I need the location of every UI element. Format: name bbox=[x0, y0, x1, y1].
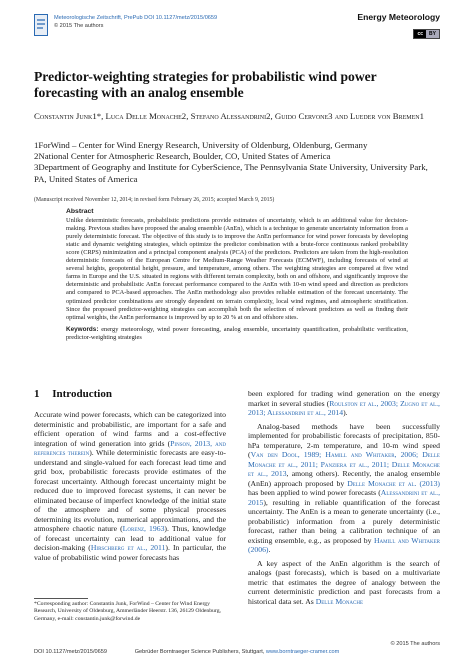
affiliation-2: 2National Center for Atmospheric Research, Boulder, CO, United States of America bbox=[34, 151, 331, 162]
header-journal bbox=[357, 12, 440, 40]
abstract-text: Unlike deterministic forecasts, probabilistic predictions provide estimates of uncertainty, which is an additional value for decision-making. Previous studies have proposed the analog ensemble (AnEn), which is a technique to generate uncertainty information from a purely deterministic forecast. The objective of this study is to improve the AnEn performance for wind power forecasts by developing static and dynamic weighting strategies, which optimize the predictor combination with a brute-force continuous ranked probability score (CRPS) minimization and a principal component analysis (PCA) of the predictors. Predictors are taken from the high-resolution deterministic forecasts of the European Centre for Medium-Range Weather Forecasts (ECMWF), including forecasts of wind at several heights, geopotential height, pressure, and temperature, among others. The weighting strategies are compared at five wind farms in Europe and the U.S. situated in regions with different terrain complexity, both on and offshore, and significantly improve the deterministic and probabilistic AnEn forecast performance compared to the AnEn with 10-m wind speed and direction as predictors and compared to PCA-based approaches. The AnEn methodology also provides reliable estimation of the forecast uncertainty. The optimized predictor combinations are strongly dependent on terrain complexity, local wind regimes, and atmospheric stratification. Since the proposed predictor-weighting strategies can accomplish both the selection of relevant predictors as well as finding their optimal weights, the AnEn performance is improved by up to 20 % at on and offshore sites. bbox=[66, 217, 408, 321]
right-column bbox=[248, 389, 440, 610]
citation-link[interactable]: Van den Dool, 1989; Hamill and Whitaker, 2006; Delle Monache et al., 2011; Panziera et al., 2011; Delle Monache et al., 2013 bbox=[248, 450, 440, 478]
keywords bbox=[66, 326, 408, 342]
intro-paragraph-1: Accurate wind power forecasts, which can be categorized into deterministic and probabilistic, are important for a safe and efficient operation of wind farms and a cost-effective integration of wind generation into grids (Pinson, 2013, and references therein). While deterministic forecasts are easy-to-understand and single-valued for each forecast lead time and grid box, probabilistic forecasts provide estimates of the forecast uncertainty. Although forecast uncertainty might be reduced due to improved forecast systems, it can never be eliminated because of imperfect knowledge of the initial state of the atmosphere and of some physical processes determining its evolution, numerical approximations, and the atmosphere chaotic nature (Lorenz, 1963). Thus, knowledge of forecast uncertainty can lead to additional value for decision-making (Hirschberg et al., 2011). In particular, the value of probabilistic wind power forecasts has bbox=[34, 410, 227, 562]
header-copyright: © 2015 The authors bbox=[54, 23, 104, 29]
section-title: Introduction bbox=[52, 388, 112, 400]
affiliation-1: 1ForWind – Center for Wind Energy Research, University of Oldenburg, Oldenburg, Germany bbox=[34, 140, 368, 150]
header-citation bbox=[54, 14, 217, 30]
citation-link[interactable]: Lorenz, 1963 bbox=[122, 524, 165, 533]
publisher-link[interactable]: www.borntraeger-cramer.com bbox=[265, 649, 340, 655]
citation-link[interactable]: Hamill and Whitaker (2006) bbox=[248, 535, 441, 554]
section-heading bbox=[34, 388, 112, 400]
citation-link[interactable]: Roulston et al., 2003; Zugno et al., 2013; Alessandrini et al., 2014 bbox=[248, 398, 440, 417]
keywords-text: energy meteorology, wind power forecasting, analog ensemble, uncertainty quantification, probabilistic verification, predictor-weighting strategies bbox=[66, 325, 408, 341]
corresponding-author-footnote: *Corresponding author: Constantin Junk, ForWind – Center for Wind Energy Research, University of Oldenburg, Ammerländer Heerstr. 136, 26129 Oldenburg, Germany, e-mail: constantin.junk@forwind.de bbox=[34, 601, 221, 622]
intro-paragraph-1-cont: been explored for trading wind generation on the energy market in several studies (Roulston et al., 2003; Zugno et al., 2013; Alessandrini et al., 2014). bbox=[248, 389, 440, 417]
manuscript-dates: (Manuscript received November 12, 2014; in revised form February 26, 2015; accepted March 9, 2015) bbox=[34, 197, 275, 203]
intro-paragraph-2: Analog-based methods have been successfully implemented for probabilistic forecasts of precipitation, 850-hPa temperature, 2-m temperature, and 10-m wind speed (Van den Dool, 1989; Hamill and Whitaker, 2006; Delle Monache et al., 2011; Panziera et al., 2011; Delle Monache et al., 2013, among others). Recently, the analog ensemble (AnEn) approach proposed by Delle Monache et al. (2013) has been applied to wind power forecasts (Alessandrini et al., 2015), resulting in reliable quantification of the forecast uncertainty. The AnEn is a mean to generate uncertainty (i.e., probabilistic) information from a purely deterministic forecast, rather than being a calibration technique of an existing ensemble, e.g., as proposed by Hamill and Whitaker (2006). bbox=[248, 421, 441, 554]
journal-logo-icon bbox=[34, 14, 48, 36]
page-footer bbox=[34, 641, 440, 662]
cc-icon: cc bbox=[414, 30, 426, 38]
footnote-rule bbox=[34, 598, 88, 599]
citation-link[interactable]: Pinson, 2013, and references therein bbox=[34, 438, 227, 457]
author-list: Constantin Junk1*, Luca Delle Monache2, Stefano Alessandrini2, Guido Cervone3 and Lueder von Bremen1 bbox=[34, 111, 425, 121]
abstract-heading: Abstract bbox=[66, 208, 94, 215]
citation-link[interactable]: Delle Monache bbox=[315, 596, 364, 606]
by-icon: BY bbox=[426, 30, 439, 38]
footer-doi: DOI 10.1127/metz/2015/0659 bbox=[34, 649, 107, 655]
affiliation-3: 3Department of Geography and Institute for CyberScience, The Pennsylvania State University, University Park, PA, United States of America bbox=[34, 162, 428, 184]
keywords-label: Keywords: bbox=[66, 325, 99, 333]
citation-link[interactable]: Alessandrini et al., 2015 bbox=[248, 488, 440, 507]
page-header bbox=[34, 12, 440, 46]
affiliations bbox=[34, 140, 440, 185]
citation-link[interactable]: Delle Monache et al. (2013) bbox=[347, 478, 440, 488]
citation-link[interactable]: Hirschberg et al., 2011 bbox=[90, 543, 166, 552]
cc-license-badge[interactable] bbox=[413, 29, 440, 39]
footer-copyright: © 2015 The authors bbox=[390, 641, 440, 647]
section-number: 1 bbox=[34, 388, 40, 400]
left-column bbox=[34, 410, 226, 566]
journal-link[interactable]: Meteorologische Zeitschrift bbox=[54, 15, 121, 21]
footer-publisher: Gebrüder Borntraeger Science Publishers, Stuttgart, www.borntraeger-cramer.com bbox=[134, 649, 340, 655]
paper-title: Predictor-weighting strategies for probabilistic wind power forecasting with an analog ensemble bbox=[34, 69, 377, 100]
journal-title: Energy Meteorology bbox=[357, 12, 440, 22]
intro-paragraph-3: A key aspect of the AnEn algorithm is the search of analogs (past forecasts), which is based on a multivariate metric that estimates the degree of analogy between the current deterministic prediction and past forecasts from a historical data set. As Delle Monache bbox=[248, 558, 440, 606]
abstract bbox=[66, 208, 408, 342]
prepub-doi: , PrePub DOI 10.1127/metz/2015/0659 bbox=[120, 15, 218, 21]
